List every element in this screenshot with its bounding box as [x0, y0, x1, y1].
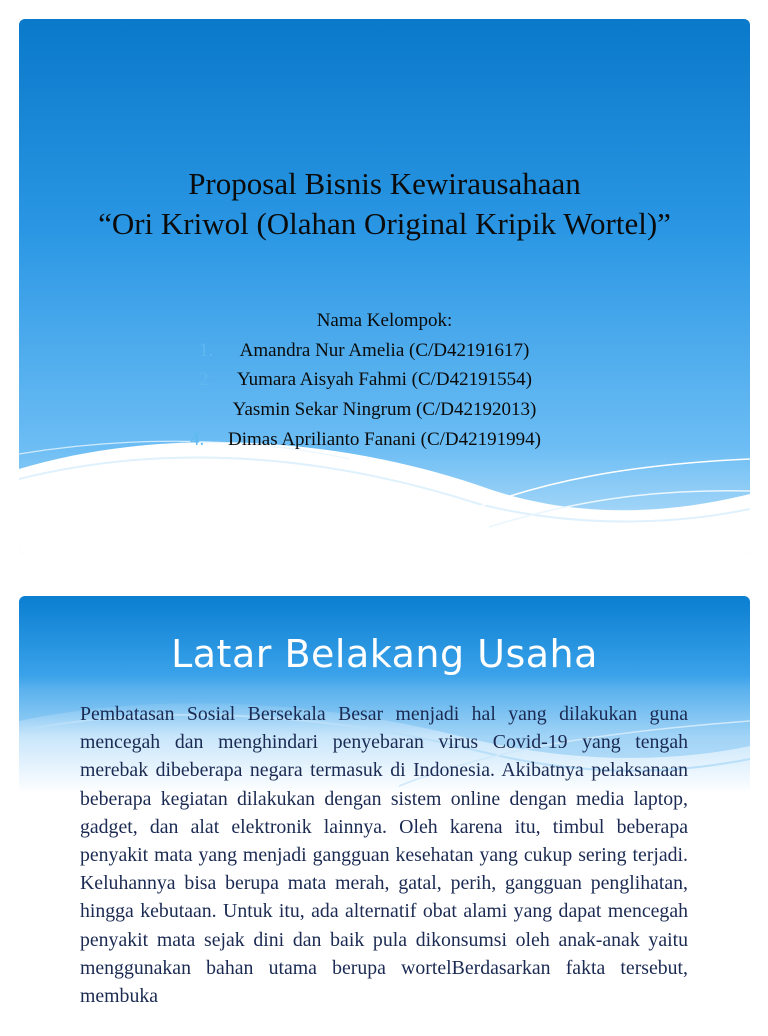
list-number: 2. [199, 369, 214, 391]
title-slide [19, 19, 750, 554]
list-item [19, 425, 750, 455]
list-number: 1. [199, 339, 214, 361]
member-list [19, 306, 750, 455]
member-name: Yasmin Sekar Ningrum (C/D42192013) [232, 399, 537, 421]
list-number: 4. [190, 428, 205, 450]
title-line-2: “Ori Kriwol (Olahan Original Kripik Wortel)” [98, 206, 671, 241]
member-name: Dimas Aprilianto Fanani (C/D42191994) [228, 428, 541, 450]
body-paragraph: Pembatasan Sosial Bersekala Besar menjadi hal yang dilakukan guna mencegah dan menghindari penyebaran virus Covid-19 yang tengah merebak dibeberapa negara termasuk di Indonesia. Akibatnya pelaksanaan beberapa kegiatan dilakukan dengan sistem online dengan media laptop, gadget, dan alat elektronik lainnya. Oleh karena itu, timbul beberapa penyakit mata yang menjadi gangguan kesehatan yang cukup sering terjadi. Keluhannya bisa berupa mata merah, gatal, perih, gangguan penglihatan, hingga kebutaan. Untuk itu, ada alternatif obat alami yang dapat mencegah penyakit mata sejak dini dan baik pula dikonsumsi oleh anak-anak yaitu menggunakan bahan utama berupa wortelBerdasarkan fakta tersebut, membuka [80, 703, 688, 1008]
list-item [19, 365, 750, 395]
member-name: Amandra Nur Amelia (C/D42191617) [239, 339, 530, 361]
list-number: 3. [196, 399, 211, 421]
member-name: Yumara Aisyah Fahmi (C/D42191554) [236, 369, 532, 391]
group-label: Nama Kelompok: [316, 310, 453, 331]
presentation-title [19, 164, 750, 244]
content-slide [19, 596, 750, 1036]
list-item [19, 395, 750, 425]
list-item [19, 336, 750, 366]
slide-title: Latar Belakang Usaha [171, 632, 598, 676]
title-line-1: Proposal Bisnis Kewirausahaan [188, 166, 581, 201]
